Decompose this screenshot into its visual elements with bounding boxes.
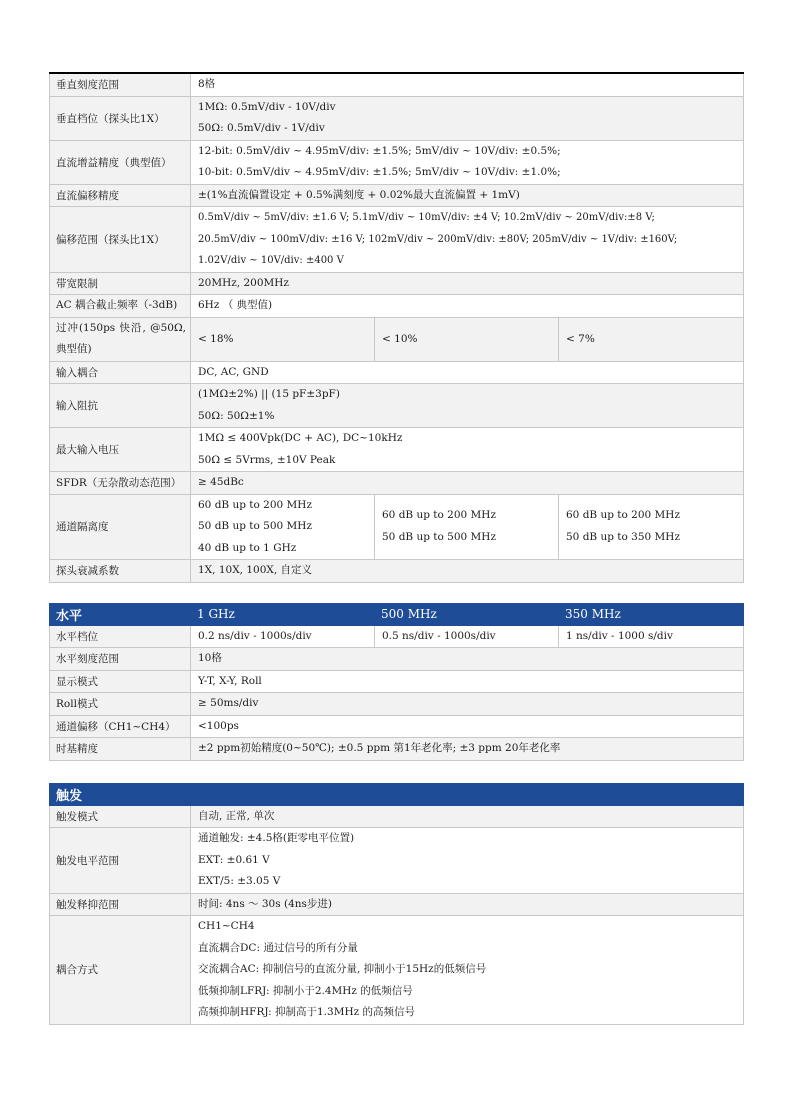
value-line: 10-bit: 0.5mV/div ~ 4.95mV/div: ±1.5%; 5mV/div ~ 10V/div: ±1.0%; xyxy=(198,166,561,178)
row-label xyxy=(50,295,191,318)
row-value xyxy=(191,472,744,495)
value-line: (1MΩ±2%) || (15 pF±3pF) xyxy=(198,388,340,400)
value-line: 60 dB up to 200 MHz xyxy=(198,498,312,511)
table-row xyxy=(50,184,744,207)
row-value xyxy=(191,670,744,693)
row-label: 触发释抑范围 xyxy=(50,893,191,916)
row-value xyxy=(191,73,744,96)
trigger-spec-table xyxy=(49,783,744,1025)
value-line: 40 dB up to 1 GHz xyxy=(198,541,297,554)
row-label: 直流增益精度（典型值） xyxy=(50,140,191,184)
row-label: 输入阻抗 xyxy=(50,384,191,428)
row-value xyxy=(191,715,744,738)
table-row xyxy=(50,272,744,295)
value-line: 10格 xyxy=(198,652,222,664)
row-label: Roll模式 xyxy=(50,693,191,716)
overshoot-1ghz: < 18% xyxy=(191,317,375,361)
table-row xyxy=(50,140,744,184)
value-line: 直流耦合DC: 通过信号的所有分量 xyxy=(198,941,358,954)
value-line: 8格 xyxy=(198,78,216,90)
overshoot-500mhz: < 10% xyxy=(375,317,559,361)
row-label: SFDR（无杂散动态范围） xyxy=(50,472,191,495)
isolation-1ghz xyxy=(191,494,375,560)
table-row xyxy=(50,648,744,671)
row-value xyxy=(191,361,744,384)
table-row xyxy=(50,317,744,361)
row-value xyxy=(191,207,744,273)
table-row xyxy=(50,207,744,273)
value-line: 时间: 4ns ～ 30s (4ns步进) xyxy=(198,897,332,910)
table-row xyxy=(50,295,744,318)
row-value xyxy=(191,693,744,716)
row-label: 通道偏移（CH1~CH4） xyxy=(50,715,191,738)
table-row xyxy=(50,494,744,560)
value-line: 50 dB up to 500 MHz xyxy=(382,530,496,543)
table-row xyxy=(50,384,744,428)
row-label: 通道隔离度 xyxy=(50,494,191,560)
table-row xyxy=(50,96,744,140)
value-line: CH1~CH4 xyxy=(198,920,255,932)
row-value xyxy=(191,428,744,472)
row-value xyxy=(191,184,744,207)
row-value xyxy=(191,916,744,1025)
table-row xyxy=(50,715,744,738)
section-header xyxy=(50,603,744,625)
row-label: 显示模式 xyxy=(50,670,191,693)
section-spacer xyxy=(49,761,743,783)
section-spacer xyxy=(49,583,743,603)
table-row xyxy=(50,472,744,495)
value-line: 50Ω ≤ 5Vrms, ±10V Peak xyxy=(198,453,336,466)
row-value xyxy=(191,140,744,184)
value-line: EXT/5: ±3.05 V xyxy=(198,875,281,887)
value-line: 0.5mV/div ~ 5mV/div: ±1.6 V; 5.1mV/div ~ 10mV/div: ±4 V; 10.2mV/div ~ 20mV/div:±8 V; xyxy=(198,212,655,223)
value-line: 1MΩ ≤ 400Vpk(DC + AC), DC~10kHz xyxy=(198,432,403,444)
overshoot-350mhz: < 7% xyxy=(559,317,744,361)
row-label: 触发模式 xyxy=(50,805,191,828)
row-label: 垂直档位（探头比1X） xyxy=(50,96,191,140)
timebase-500mhz xyxy=(375,625,559,648)
isolation-350mhz xyxy=(559,494,744,560)
row-label: 水平刻度范围 xyxy=(50,648,191,671)
column-header: 500 MHz xyxy=(375,603,559,625)
column-header: 350 MHz xyxy=(559,603,744,625)
value-line: ±2 ppm初始精度(0~50℃); ±0.5 ppm 第1年老化率; ±3 ppm 20年老化率 xyxy=(198,742,561,754)
row-label: 耦合方式 xyxy=(50,916,191,1025)
row-value xyxy=(191,384,744,428)
value-line: 1MΩ: 0.5mV/div - 10V/div xyxy=(198,100,336,113)
table-row xyxy=(50,916,744,1025)
timebase-350mhz xyxy=(559,625,744,648)
row-label: 水平档位 xyxy=(50,625,191,648)
value-line: 12-bit: 0.5mV/div ~ 4.95mV/div: ±1.5%; 5mV/div ~ 10V/div: ±0.5%; xyxy=(198,144,561,157)
value-line: EXT: ±0.61 V xyxy=(198,853,270,866)
row-value xyxy=(191,272,744,295)
row-value xyxy=(191,560,744,583)
table-row xyxy=(50,73,744,96)
table-row xyxy=(50,738,744,761)
value-line: 低频抑制LFRJ: 抑制小于2.4MHz 的低频信号 xyxy=(198,984,413,997)
row-label: 最大输入电压 xyxy=(50,428,191,472)
row-label: 垂直刻度范围 xyxy=(50,73,191,96)
section-title: 触发 xyxy=(50,783,744,805)
value-line: 20MHz, 200MHz xyxy=(198,276,289,289)
value-line: 50 dB up to 500 MHz xyxy=(198,520,312,532)
value-line: 1.02V/div ~ 10V/div: ±400 V xyxy=(198,255,344,266)
value-line: ≥ 45dBc xyxy=(198,476,244,488)
row-label: 探头衰减系数 xyxy=(50,560,191,583)
table-row xyxy=(50,361,744,384)
timebase-1ghz xyxy=(191,625,375,648)
value-line: 50 dB up to 350 MHz xyxy=(566,530,680,543)
row-label: 触发电平范围 xyxy=(50,828,191,894)
table-row xyxy=(50,893,744,916)
row-label xyxy=(50,317,191,361)
isolation-500mhz xyxy=(375,494,559,560)
row-label: 偏移范围（探头比1X） xyxy=(50,207,191,273)
value-line: 1 ns/div - 1000 s/div xyxy=(566,629,673,642)
value-line: 60 dB up to 200 MHz xyxy=(382,509,496,522)
table-row xyxy=(50,670,744,693)
row-label: 带宽限制 xyxy=(50,272,191,295)
value-line: ≥ 50ms/div xyxy=(198,697,259,709)
value-line: 50Ω: 0.5mV/div - 1V/div xyxy=(198,122,325,134)
value-line: 60 dB up to 200 MHz xyxy=(566,509,680,522)
value-line: <100ps xyxy=(198,719,239,732)
column-header: 1 GHz xyxy=(191,603,375,625)
value-line: 通道触发: ±4.5格(距零电平位置) xyxy=(198,832,355,844)
row-value xyxy=(191,805,744,828)
value-line: 1X, 10X, 100X, 自定义 xyxy=(198,564,313,576)
value-line: 20.5mV/div ~ 100mV/div: ±16 V; 102mV/div ~ 200mV/div: ±80V; 205mV/div ~ 1V/div: ±160V; xyxy=(198,233,678,245)
value-line: 自动, 正常, 单次 xyxy=(198,809,275,822)
table-row xyxy=(50,693,744,716)
section-header xyxy=(50,783,744,805)
row-label: 时基精度 xyxy=(50,738,191,761)
row-label: 直流偏移精度 xyxy=(50,184,191,207)
row-value xyxy=(191,295,744,318)
row-value xyxy=(191,828,744,894)
table-row xyxy=(50,625,744,648)
spec-sheet xyxy=(49,72,743,1025)
table-row xyxy=(50,560,744,583)
value-line: 0.2 ns/div - 1000s/div xyxy=(198,629,312,642)
value-line: 0.5 ns/div - 1000s/div xyxy=(382,629,496,642)
value-line: 6Hz （ 典型值) xyxy=(198,299,273,311)
row-label: 输入耦合 xyxy=(50,361,191,384)
value-line: 交流耦合AC: 抑制信号的直流分量, 抑制小于15Hz的低频信号 xyxy=(198,963,487,975)
value-line: 高频抑制HFRJ: 抑制高于1.3MHz 的高频信号 xyxy=(198,1006,415,1018)
table-row xyxy=(50,805,744,828)
value-line: Y-T, X-Y, Roll xyxy=(198,674,262,687)
section-title: 水平 xyxy=(50,603,191,625)
table-row xyxy=(50,428,744,472)
table-row xyxy=(50,828,744,894)
row-value xyxy=(191,96,744,140)
horizontal-spec-table xyxy=(49,603,744,761)
row-value xyxy=(191,648,744,671)
row-value xyxy=(191,893,744,916)
row-value xyxy=(191,738,744,761)
value-line: DC, AC, GND xyxy=(198,365,269,378)
row-label-text: AC 耦合截止频率（-3dB) xyxy=(56,299,178,311)
value-line: ±(1%直流偏置设定 + 0.5%满刻度 + 0.02%最大直流偏置 + 1mV) xyxy=(198,188,520,201)
value-line: 50Ω: 50Ω±1% xyxy=(198,409,275,422)
vertical-spec-table xyxy=(49,72,744,583)
row-label-text: 过冲(150ps 快沿, @50Ω, 典型值) xyxy=(56,321,186,355)
